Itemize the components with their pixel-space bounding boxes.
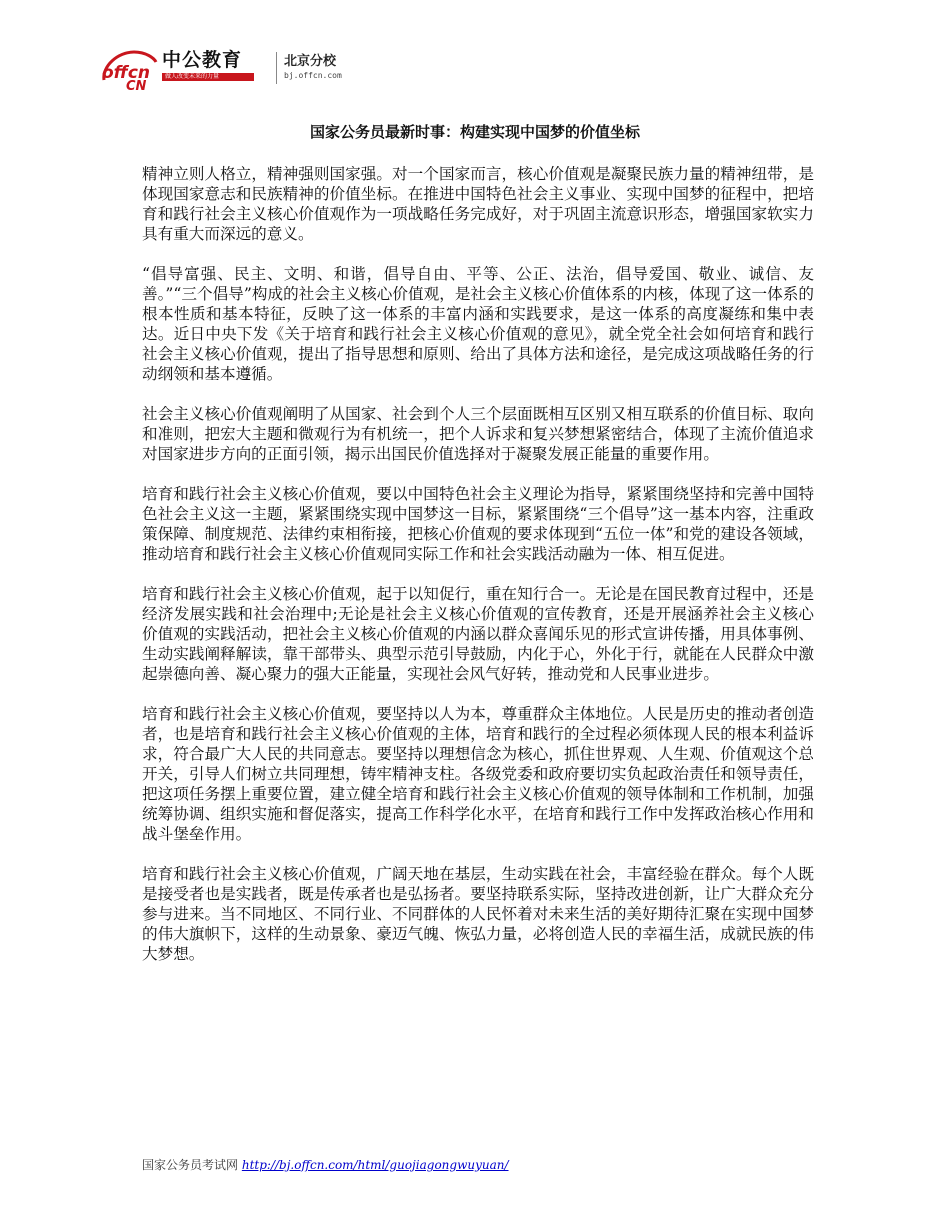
header-divider xyxy=(276,52,277,84)
paragraph: “倡导富强、民主、文明、和谐，倡导自由、平等、公正、法治，倡导爱国、敬业、诚信、友善。”“三个倡导”构成的社会主义核心价值观，是社会主义核心价值体系的内核，体现了这一体系的根本性质和基本特征，反映了这一体系的丰富内涵和实践要求，是这一体系的高度凝练和集中表达。近日中央下发《关于培育和践行社会主义核心价值观的意见》，就全党全社会如何培育和践行社会主义核心价值观，提出了指导思想和原则、给出了具体方法和途径，是完成这项战略任务的行动纲领和基本遵循。 xyxy=(142,265,814,383)
paragraph: 精神立则人格立，精神强则国家强。对一个国家而言，核心价值观是凝聚民族力量的精神纽带，是体现国家意志和民族精神的价值坐标。在推进中国特色社会主义事业、实现中国梦的征程中，把培育和践行社会主义核心价值观作为一项战略任务完成好，对于巩固主流意识形态，增强国家软实力具有重大而深远的意义。 xyxy=(142,165,814,243)
paragraph: 培育和践行社会主义核心价值观，要以中国特色社会主义理论为指导，紧紧围绕坚持和完善中国特色社会主义这一主题，紧紧围绕实现中国梦这一目标，紧紧围绕“三个倡导”这一基本内容，注重政策保障、制度规范、法律约束相衔接，把核心价值观的要求体现到“五位一体”和党的建设各领域，推动培育和践行社会主义核心价值观同实际工作和社会实践活动融为一体、相互促进。 xyxy=(142,485,814,563)
document-body xyxy=(142,164,814,984)
branch-name: 北京分校 xyxy=(284,54,337,69)
paragraph: 社会主义核心价值观阐明了从国家、社会到个人三个层面既相互区别又相互联系的价值目标、取向和准则，把宏大主题和微观行为有机统一，把个人诉求和复兴梦想紧密结合，体现了主流价值追求对国家进步方向的正面引领，揭示出国民价值选择对于凝聚发展正能量的重要作用。 xyxy=(142,405,814,463)
paragraph: 培育和践行社会主义核心价值观，要坚持以人为本，尊重群众主体地位。人民是历史的推动者创造者，也是培育和践行社会主义核心价值观的主体，培育和践行的全过程必须体现人民的根本利益诉求，符合最广大人民的共同意志。要坚持以理想信念为核心，抓住世界观、人生观、价值观这个总开关，引导人们树立共同理想，铸牢精神支柱。各级党委和政府要切实负起政治责任和领导责任，把这项任务摆上重要位置，建立健全培育和践行社会主义核心价值观的领导体制和工作机制，加强统筹协调、组织实施和督促落实，提高工作科学化水平，在培育和践行工作中发挥政治核心作用和战斗堡垒作用。 xyxy=(142,705,814,843)
brand-title: 中公教育 xyxy=(162,49,243,71)
brand-block xyxy=(162,49,282,81)
branch-url: bj.offcn.com xyxy=(284,71,342,80)
page-footer xyxy=(142,1157,509,1173)
svg-text:CN: CN xyxy=(126,79,147,94)
logo-text: offcn xyxy=(102,63,151,83)
paragraph: 培育和践行社会主义核心价值观，起于以知促行，重在知行合一。无论是在国民教育过程中，还是经济发展实践和社会治理中;无论是社会主义核心价值观的宣传教育，还是开展涵养社会主义核心价值观的实践活动，把社会主义核心价值观的内涵以群众喜闻乐见的形式宣讲传播，用具体事例、生动实践阐释解读，靠干部带头、典型示范引导鼓励，内化于心，外化于行，就能在人民群众中激起崇德向善、凝心聚力的强大正能量，实现社会风气好转，推动党和人民事业进步。 xyxy=(142,585,814,683)
brand-slogan: 做人改变未来的力量 xyxy=(162,73,254,81)
paragraph: 培育和践行社会主义核心价值观，广阔天地在基层，生动实践在社会，丰富经验在群众。每个人既是接受者也是实践者，既是传承者也是弘扬者。要坚持联系实际，坚持改进创新，让广大群众充分参与进来。当不同地区、不同行业、不同群体的人民怀着对未来生活的美好期待汇聚在实现中国梦的伟大旗帜下，这样的生动景象、豪迈气魄、恢弘力量，必将创造人民的幸福生活，成就民族的伟大梦想。 xyxy=(142,865,814,963)
footer-site-name: 国家公务员考试网 xyxy=(142,1158,239,1172)
branch-block xyxy=(284,54,342,82)
site-header xyxy=(100,46,500,96)
footer-link[interactable]: http://bj.offcn.com/html/guojiagongwuyuan/ xyxy=(241,1158,509,1172)
offcn-logo-icon[interactable] xyxy=(100,46,160,94)
document-title: 国家公务员最新时事：构建实现中国梦的价值坐标 xyxy=(309,123,640,141)
